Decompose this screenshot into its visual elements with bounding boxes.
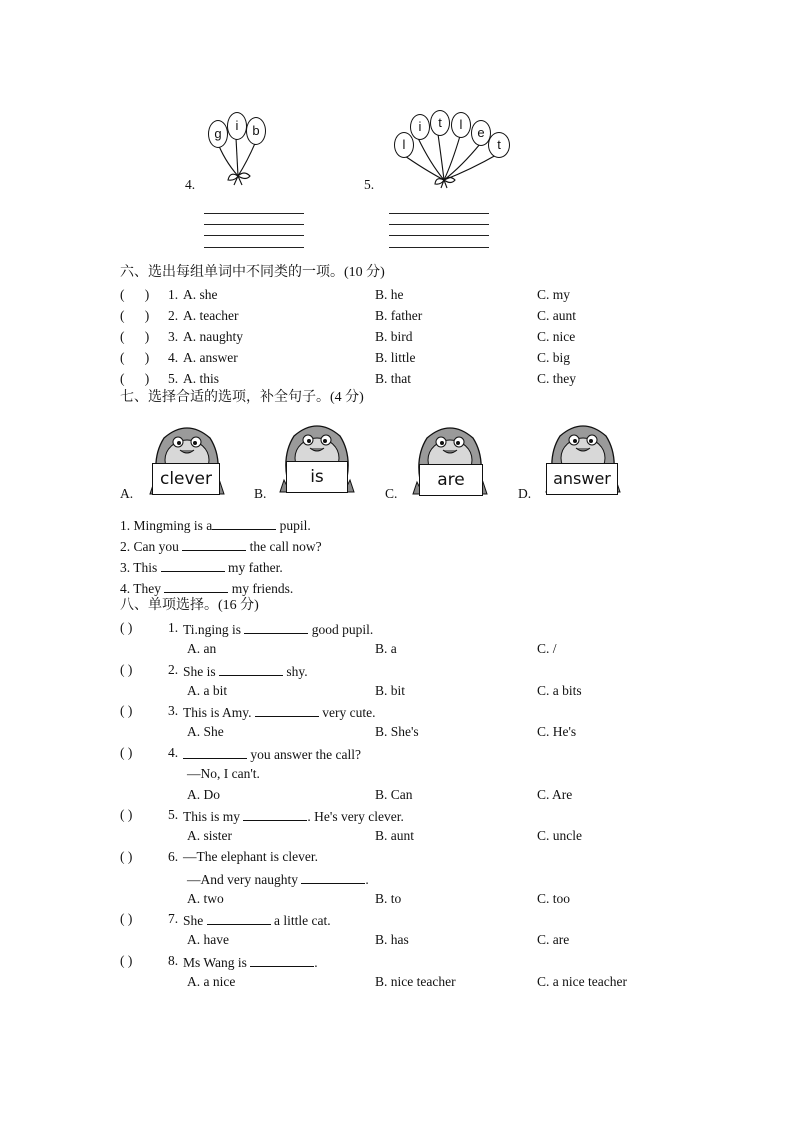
item-number: 8.: [168, 953, 179, 968]
question-text: This is my . He's very clever.: [183, 809, 404, 824]
writing-line: [204, 224, 304, 225]
option-b[interactable]: B. nice teacher: [375, 974, 456, 989]
card-word: answer: [553, 469, 611, 488]
answer-blank[interactable]: [244, 621, 308, 634]
option-c[interactable]: C. /: [537, 641, 557, 656]
question-text: you answer the call?: [183, 746, 361, 759]
option-c[interactable]: C. a nice teacher: [537, 974, 627, 989]
option-c[interactable]: C. Are: [537, 787, 573, 802]
answer-paren[interactable]: ( ): [120, 620, 133, 635]
balloon-letter: b: [246, 117, 266, 145]
option-a: A. answer: [183, 350, 238, 365]
option-c[interactable]: C. are: [537, 932, 570, 947]
word-card: [546, 463, 618, 495]
writing-line: [204, 213, 304, 214]
question-text: She a little cat.: [183, 913, 331, 928]
question-number: 4.: [185, 177, 196, 192]
balloon-letter: t: [488, 132, 510, 158]
response-text: —No, I can't.: [187, 766, 260, 781]
balloon-letter: l: [451, 112, 471, 138]
item-number: 5.: [168, 807, 179, 822]
item-number: 1.: [168, 620, 179, 635]
option-a[interactable]: A. a bit: [187, 683, 228, 698]
answer-paren[interactable]: ( ): [120, 745, 133, 760]
fill-sentence: [120, 580, 294, 596]
sentence-text: my father.: [224, 560, 283, 575]
option-c[interactable]: C. uncle: [537, 828, 582, 843]
answer-paren: ( ): [120, 287, 150, 302]
option-b[interactable]: B. bit: [375, 683, 406, 698]
option-a: A. naughty: [183, 329, 243, 344]
question-text: Ms Wang is .: [183, 955, 318, 970]
item-number: 1.: [168, 287, 179, 302]
balloon-letter: g: [208, 120, 228, 148]
option-b[interactable]: B. has: [375, 932, 409, 947]
section-6-title: 六、选出每组单词中不同类的一项。(10 分): [120, 265, 385, 280]
item-number: 6.: [168, 849, 179, 864]
option-b: B. bird: [375, 329, 413, 344]
option-a[interactable]: A. a nice: [187, 974, 236, 989]
balloon-letter: i: [410, 114, 430, 140]
answer-blank[interactable]: [255, 704, 319, 717]
question-text: This is Amy. very cute.: [183, 705, 376, 720]
word-card: [152, 463, 220, 495]
option-letter: D.: [518, 486, 532, 501]
answer-paren[interactable]: ( ): [120, 703, 133, 718]
answer-blank[interactable]: [183, 746, 247, 759]
writing-line: [204, 247, 304, 248]
sentence-text: 4. They: [120, 581, 165, 596]
item-number: 2.: [168, 662, 179, 677]
balloon-letter: i: [227, 112, 247, 140]
writing-line: [389, 235, 489, 236]
fill-sentence: [120, 538, 322, 554]
answer-paren: ( ): [120, 308, 150, 323]
answer-blank[interactable]: [250, 954, 314, 967]
fill-sentence: [120, 559, 283, 575]
item-number: 3.: [168, 703, 179, 718]
sentence-text: 2. Can you: [120, 539, 183, 554]
answer-blank[interactable]: [243, 808, 307, 821]
answer-paren: ( ): [120, 329, 150, 344]
word-card: [286, 461, 348, 493]
fill-sentence: [120, 517, 311, 533]
balloon-letter: t: [430, 110, 450, 136]
answer-blank[interactable]: [164, 580, 228, 593]
item-number: 2.: [168, 308, 179, 323]
option-b[interactable]: B. to: [375, 891, 402, 906]
sentence-text: the call now?: [246, 539, 322, 554]
option-c: C. big: [537, 350, 571, 365]
option-b[interactable]: B. Can: [375, 787, 413, 802]
question-number: 5.: [364, 177, 375, 192]
item-number: 4.: [168, 350, 179, 365]
word-card: [419, 464, 483, 496]
answer-blank[interactable]: [182, 538, 246, 551]
option-c: C. aunt: [537, 308, 576, 323]
sentence-text: pupil.: [276, 518, 311, 533]
writing-line: [389, 247, 489, 248]
answer-blank[interactable]: [219, 663, 283, 676]
option-c: C. my: [537, 287, 571, 302]
balloon-letter: l: [394, 132, 414, 158]
option-a: A. teacher: [183, 308, 239, 323]
option-c: C. they: [537, 371, 576, 386]
item-number: 4.: [168, 745, 179, 760]
option-a[interactable]: A. Do: [187, 787, 220, 802]
option-a[interactable]: A. two: [187, 891, 224, 906]
option-c: C. nice: [537, 329, 576, 344]
answer-paren[interactable]: ( ): [120, 807, 133, 822]
writing-line: [389, 224, 489, 225]
answer-paren: ( ): [120, 371, 150, 386]
answer-paren[interactable]: ( ): [120, 953, 133, 968]
option-b: B. that: [375, 371, 411, 386]
sentence-text: my friends.: [228, 581, 294, 596]
question-text: Ti.nging is good pupil.: [183, 622, 374, 637]
option-b[interactable]: B. She's: [375, 724, 419, 739]
item-number: 3.: [168, 329, 179, 344]
option-letter: C.: [385, 486, 398, 501]
writing-line: [204, 235, 304, 236]
option-b: B. he: [375, 287, 404, 302]
card-word: clever: [159, 469, 213, 489]
option-b: B. little: [375, 350, 416, 365]
option-letter: B.: [254, 486, 267, 501]
option-c[interactable]: C. He's: [537, 724, 577, 739]
answer-paren[interactable]: ( ): [120, 662, 133, 677]
answer-blank[interactable]: [212, 517, 276, 530]
option-b[interactable]: B. a: [375, 641, 397, 656]
section-8-title: 八、单项选择。(16 分): [120, 598, 259, 613]
answer-paren[interactable]: ( ): [120, 849, 133, 864]
answer-paren: ( ): [120, 350, 150, 365]
question-text: —The elephant is clever.: [183, 849, 318, 864]
option-c[interactable]: C. a bits: [537, 683, 582, 698]
writing-line: [389, 213, 489, 214]
option-letter: A.: [120, 486, 134, 501]
option-a[interactable]: A. have: [187, 932, 229, 947]
option-b: B. father: [375, 308, 423, 323]
option-a[interactable]: A. an: [187, 641, 217, 656]
option-a: A. she: [183, 287, 218, 302]
option-a[interactable]: A. She: [187, 724, 224, 739]
option-b[interactable]: B. aunt: [375, 828, 414, 843]
card-word: is: [310, 467, 324, 487]
answer-blank[interactable]: [207, 912, 271, 925]
item-number: 7.: [168, 911, 179, 926]
option-a: A. this: [183, 371, 220, 386]
item-number: 5.: [168, 371, 179, 386]
option-c[interactable]: C. too: [537, 891, 571, 906]
sentence-text: 1. Mingming is a: [120, 518, 213, 533]
sentence-text: 3. This: [120, 560, 161, 575]
answer-blank[interactable]: [161, 559, 225, 572]
answer-paren[interactable]: ( ): [120, 911, 133, 926]
section-7-title: 七、选择合适的选项，补全句子。(4 分): [120, 390, 364, 405]
answer-blank[interactable]: [301, 871, 365, 884]
question-text: She is shy.: [183, 664, 308, 679]
option-a[interactable]: A. sister: [187, 828, 232, 843]
balloon-letter: e: [471, 120, 491, 146]
card-word: are: [437, 470, 465, 490]
response-text: —And very naughty .: [187, 872, 369, 887]
